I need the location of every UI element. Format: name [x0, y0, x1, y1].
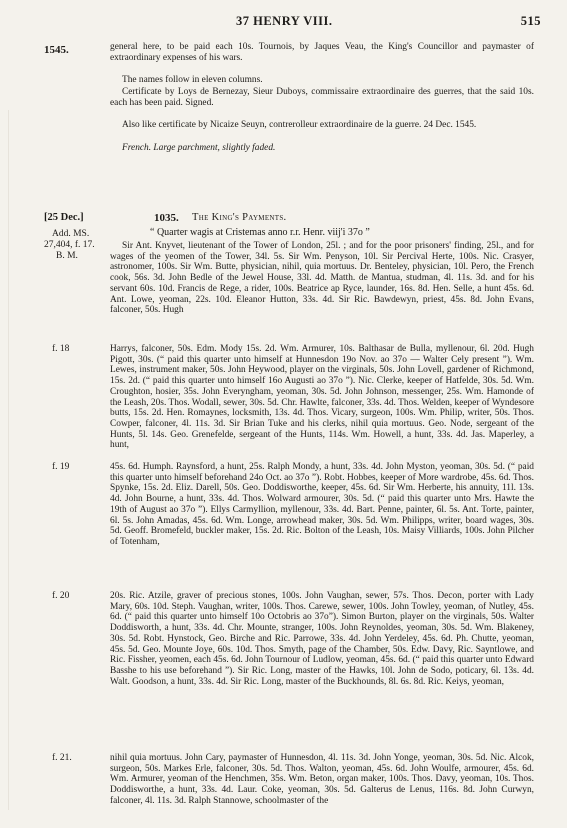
intro-paragraph-4: Also like certificate by Nicaize Seuyn, contrerolleur extraordinaire de la guerre. 24 Dec. 1545. [122, 120, 477, 130]
quarter-heading: “ Quarter wagis at Cristemas anno r.r. Henr. viij'i 37o ” [150, 227, 370, 238]
entry-heading: The King's Payments. [192, 212, 287, 223]
folio-marker-18: f. 18 [52, 344, 70, 354]
payments-paragraph-1: Sir Ant. Knyvet, lieutenant of the Tower of London, 25l. ; and for the poor prisoners' finding, 25l., and for wages of the yeomen of the Tower, 34l. 5s. Sir Wm. Penyson, 10l. Sir Percival Herte, 100s. Nic. Crasyer, astronomer, 100s. Sir Wm. Butte, physician, nihil, quia mortuus. Dr. Benteley, physician, 10l. Pero, the French cook, 56s. 3d. John Bedle of the Jewel House, 33l. 4d. Matth. de Mantua, studman, 4l. 11s. 3d. and for his servant 60s. 10d. Francis de Rege, a rider, 100s. Beatrice ap Ryce, launder, 16s. 8d. Hen. Selle, a hunt 45s. 6d. Ant. Lowe, yeoman, 22s. 10d. Eleanor Hutton, 33s. 4d. Sir Ric. Bawdewyn, priest, 45s. 8d. John Evans, falconer, 50s. Hugh [110, 241, 534, 316]
source-reference-1: Add. MS. [52, 229, 90, 239]
payments-paragraph-2: Harrys, falconer, 50s. Edm. Mody 15s. 2d. Wm. Armurer, 10s. Balthasar de Bulla, myllenour, 6l. 20d. Hugh Pigott, 30s. (“ paid this quarter unto himself at Hunnesdon 19o Nov. ao 37o — Walter Cely present ”). Wm. Lewes, instrument maker, 50s. John Heywood, player on the virginals, 50s. John Lovell, gardener of Richmond, 15s. 2d. (“ paid this quarter unto himself 16o Augusti ao 37o ”). Nic. Clerke, keeper of Hatfelde, 30s. 5d. Wm. Croughton, hosier, 35s. John Everyngham, yeoman, 30s. 5d. John Johnson, messenger, 25s. Wm. Hamonde of the Leash, 20s. Thos. Wodall, sewer, 30s. 5d. Chr. Hawlte, falconer, 33s. 4d. Thos. Welden, keeper of Wyndesore butts, 15s. 2d. Hen. Romaynes, locksmith, 13s. 4d. Thos. Vicary, surgeon, 100s. Wm. Philip, writer, 50s. Thos. Cowper, falconer, 4l. 11s. 3d. Sir Brian Tuke and his clerks, nihil quia mortuus. Geo. Node, sergeant of the Hunts, 5l. 14s. Geo. Grenefelde, sergeant of the Hunts, 114s. Wm. Howell, a hunt, 33s. 4d. Jas. Maperley, a hunt, [110, 344, 534, 451]
year-marker: 1545. [44, 44, 69, 56]
intro-paragraph-5: French. Large parchment, slightly faded. [122, 143, 276, 153]
source-reference-3: B. M. [56, 251, 78, 261]
folio-marker-19: f. 19 [52, 462, 70, 472]
entry-heading-row [44, 212, 534, 226]
page-number: 515 [520, 14, 541, 28]
payments-paragraph-4: 20s. Ric. Atzile, graver of precious stones, 100s. John Vaughan, sewer, 57s. Thos. Decon, porter with Lady Mary, 60s. 10d. Steph. Vaughan, writer, 100s. Thos. Carewe, sewer, 100s. John Towley, yeoman, of Nutley, 45s. 6d. (“ paid this quarter unto himself 10o Octobris ao 37o”). Simon Burton, player on the virginals, 50s. Walter Doddisworth, a hunt, 33s. 4d. Chr. Mounte, stranger, 100s. John Reynoldes, yeoman, 30s. 5d. Wm. Blakeney, 30s. 5d. Robt. Hynstock, Geo. Birche and Ric. Parrowe, 33s. 4d. John Yerdeley, 45s. 6d. Ph. Chutte, yeoman, 45s. 5d. Geo. Mounte Joye, 60s. 10d. Thos. Smyth, page of the Chamber, 50s. Edw. Davy, Ric. Sayntlowe, and Ric. Fissher, yeomen, each 45s. 6d. John Tournour of Ludlow, yeoman, 45s. 6d. (“ paid this quarter unto Edward Basshe to his use beforehand ”). Sir Ric. Long, master of the Hawks, 10l. John de Sodo, poticary, 6l. 13s. 4d. Walt. Goodson, a hunt, 33s. 4d. Sir Ric. Long, master of the Buckhounds, 8l. 6s. 8d. Ric. Keiys, yeoman, [110, 591, 534, 687]
running-header [0, 14, 567, 34]
entry-date: [25 Dec.] [44, 212, 84, 223]
folio-marker-20: f. 20 [52, 591, 70, 601]
payments-paragraph-3: 45s. 6d. Humph. Raynsford, a hunt, 25s. Ralph Mondy, a hunt, 33s. 4d. John Myston, yeoman, 30s. 5d. (“ paid this quarter unto himself beforehand 24o Oct. ao 37o ”). Robt. Hobbes, keeper of More wardrobe, 45s. 6d. Thos. Spynke, 15s. 2d. Eliz. Darell, 50s. Geo. Doddisworthe, keeper, 45s. 6d. Sir Wm. Herberte, his annuity, 11l. 13s. 4d. John Bourne, a hunt, 33s. 4d. Thos. Wolward armourer, 30s. 5d. (“ paid this quarter unto Mrs. Hawte the 19th of August ao 37o ”). Ellys Carmyllion, myllenour, 33s. 4d. Bart. Penne, painter, 6l. 5s. Ant. Torte, painter, 6l. 5s. John Amadas, 45s. 6d. Wm. Longe, arrowhead maker, 30s. 5d. Wm. Philipps, writer, board wages, 30s. 5d. Geoff. Bromefeld, buckler maker, 15s. 2d. Ric. Bolton of the Leash, 10s. Maisy Villiards, 100s. John Pilcher of Totenham, [110, 462, 534, 547]
entry-number: 1035. [154, 212, 179, 224]
intro-paragraph-1: general here, to be paid each 10s. Tournois, by Jaques Veau, the King's Councillor and paymaster of extraordinary expenses of his wars. [110, 42, 534, 63]
intro-paragraph-2: The names follow in eleven columns. [122, 75, 263, 85]
library-stamp-margin [8, 110, 35, 810]
source-reference-2: 27,404, f. 17. [44, 240, 95, 250]
intro-paragraph-3: Certificate by Loys de Bernezay, Sieur Duboys, commissaire extraordinaire des guerres, that the said 10s. each has been paid. Signed. [110, 87, 534, 108]
folio-marker-21: f. 21. [52, 753, 72, 763]
payments-paragraph-5: nihil quia mortuus. John Cary, paymaster of Hunnesdon, 4l. 11s. 3d. John Yonge, yeoman, 30s. 5d. Nic. Alcok, surgeon, 50s. Markes Erle, falconer, 30s. 5d. Thos. Walton, yeoman, 45s. 6d. John Woulfe, armourer, 45s. 6d. Wm. Armurer, yeoman of the Henchmen, 35s. Wm. Beton, organ maker, 100s. Thos. Davy, yeoman, 10s. Thos. Doddisworthe, a hunt, 33s. 4d. Laur. Coke, yeoman, 30s. 5d. Galterus de Lenus, 116s. 8d. John Curwyn, falconer, 4l. 11s. 3d. Ralph Stannowe, schoolmaster of the [110, 753, 534, 806]
running-title: 37 HENRY VIII. [236, 14, 333, 28]
